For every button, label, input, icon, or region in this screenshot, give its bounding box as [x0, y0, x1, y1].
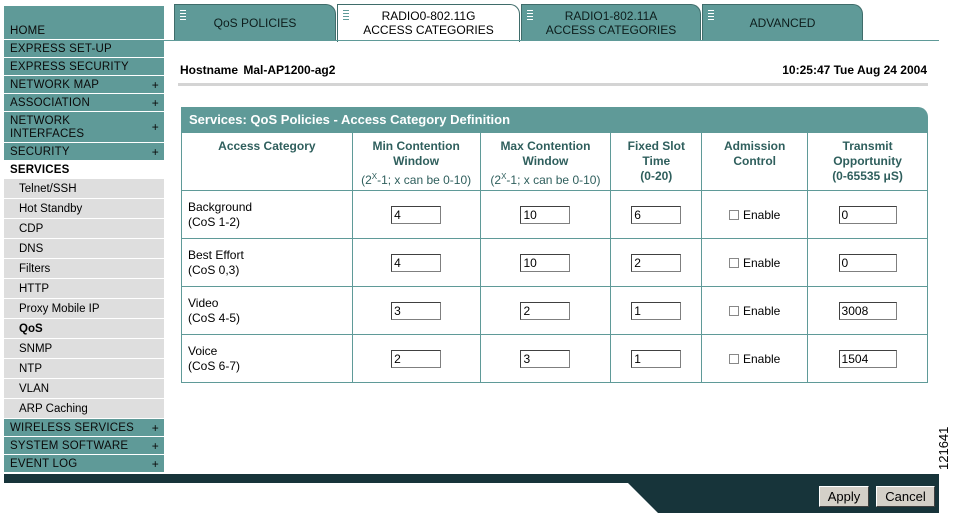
range-text: -1; x can be 0-10) [506, 173, 601, 187]
nav-label: HOME [10, 25, 46, 37]
nav-services[interactable] [4, 161, 164, 179]
nav-security[interactable] [4, 143, 164, 161]
expand-plus-icon[interactable]: + [151, 96, 159, 110]
txop-input[interactable] [839, 254, 897, 272]
nav-network-map[interactable] [4, 76, 164, 94]
max-cw-cell [480, 287, 611, 335]
col-label: Opportunity [833, 154, 902, 168]
admission-checkbox[interactable] [729, 258, 739, 268]
nav-sub-dns[interactable]: DNS [4, 239, 164, 259]
txop-input[interactable] [839, 350, 897, 368]
hostname-line [180, 63, 335, 77]
nav-sub-proxy-mobile-ip[interactable]: Proxy Mobile IP [4, 299, 164, 319]
fixed-slot-input[interactable] [631, 254, 681, 272]
txop-cell [808, 335, 928, 383]
fixed-slot-input[interactable] [631, 302, 681, 320]
category-cell [182, 239, 353, 287]
table-row [182, 191, 928, 239]
nav-label: WIRELESS SERVICES [10, 422, 134, 434]
table-row [182, 287, 928, 335]
fixed-slot-cell [611, 335, 702, 383]
datetime: 10:25:47 Tue Aug 24 2004 [782, 63, 927, 77]
nav-sub-cdp[interactable]: CDP [4, 219, 164, 239]
nav-label: SYSTEM SOFTWARE [10, 440, 129, 452]
access-category-table [181, 132, 928, 383]
col-label: Max Contention [500, 139, 591, 153]
expand-plus-icon[interactable]: + [151, 78, 159, 92]
panel-title: Services: QoS Policies - Access Category Definition [181, 107, 928, 132]
nav-label: EVENT LOG [10, 458, 78, 470]
tab-label-line2: ACCESS CATEGORIES [363, 23, 494, 37]
range-text: -1; x can be 0-10) [377, 173, 472, 187]
tab-label-line2: ACCESS CATEGORIES [545, 23, 677, 37]
tab-radio0-access-categories[interactable] [337, 4, 520, 42]
col-admission-control [702, 133, 808, 191]
nav-sub-qos[interactable]: QoS [4, 319, 164, 339]
nav-association[interactable] [4, 94, 164, 112]
max-cw-input[interactable] [520, 302, 570, 320]
nav-event-log[interactable] [4, 455, 164, 473]
nav-label: EXPRESS SECURITY [10, 61, 129, 73]
expand-plus-icon[interactable]: + [151, 145, 159, 159]
admission-cell [702, 191, 808, 239]
nav-sub-telnet-ssh[interactable]: Telnet/SSH [4, 179, 164, 199]
nav-sub-vlan[interactable]: VLAN [4, 379, 164, 399]
min-cw-input[interactable] [391, 206, 441, 224]
nav-express-security[interactable] [4, 58, 164, 76]
fixed-slot-cell [611, 239, 702, 287]
min-cw-input[interactable] [391, 302, 441, 320]
table-row [182, 335, 928, 383]
range-sup: X [371, 172, 378, 181]
txop-cell [808, 191, 928, 239]
hostname-value: Mal-AP1200-ag2 [243, 63, 336, 77]
footer-bar [4, 474, 939, 483]
nav-label: NETWORK MAP [10, 79, 100, 91]
min-cw-cell [352, 239, 480, 287]
enable-label: Enable [742, 303, 781, 318]
fixed-slot-cell [611, 191, 702, 239]
hostname-label: Hostname [180, 63, 239, 77]
category-cos: (CoS 6-7) [188, 358, 241, 373]
col-label: Transmit [842, 139, 893, 153]
col-range [361, 173, 471, 187]
figure-number: 121641 [936, 426, 951, 470]
nav-label: SECURITY [10, 146, 70, 158]
category-cos: (CoS 1-2) [188, 214, 241, 229]
enable-label: Enable [742, 207, 781, 222]
nav-sub-hot-standby[interactable]: Hot Standby [4, 199, 164, 219]
min-cw-cell [352, 191, 480, 239]
admission-cell [702, 287, 808, 335]
max-cw-cell [480, 335, 611, 383]
tab-grip-icon [343, 10, 349, 22]
category-cos: (CoS 0,3) [188, 262, 240, 277]
col-label: Min Contention [372, 139, 460, 153]
col-label: Admission [724, 139, 786, 153]
fixed-slot-cell [611, 287, 702, 335]
nav-label: EXPRESS SET-UP [10, 43, 112, 55]
col-fixed-slot [611, 133, 702, 191]
apply-button[interactable]: Apply [819, 486, 869, 507]
max-cw-input[interactable] [520, 350, 570, 368]
category-name: Background [188, 199, 253, 214]
range-text: (2 [361, 173, 372, 187]
txop-cell [808, 239, 928, 287]
tab-grip-icon [527, 10, 533, 22]
sidebar-header [4, 6, 164, 22]
category-name: Video [188, 295, 219, 310]
txop-input[interactable] [839, 206, 897, 224]
col-range: (0-65535 μS) [832, 169, 903, 183]
category-name: Best Effort [188, 247, 244, 262]
table-header-row [182, 133, 928, 191]
range-sup: X [501, 172, 507, 181]
nav-label: ASSOCIATION [10, 97, 90, 109]
nav-label: INTERFACES [10, 128, 85, 140]
col-label: Fixed Slot [627, 139, 685, 153]
tab-grip-icon [180, 10, 186, 22]
txop-input[interactable] [839, 302, 897, 320]
category-cell [182, 335, 353, 383]
fixed-slot-input[interactable] [631, 350, 681, 368]
tab-qos-policies[interactable] [174, 4, 336, 40]
nav-sub-snmp[interactable]: SNMP [4, 339, 164, 359]
tab-label-line1: RADIO1-802.11A [564, 9, 658, 23]
col-min-contention [352, 133, 480, 191]
tab-radio1-access-categories[interactable] [521, 4, 701, 40]
col-transmit-opportunity [808, 133, 928, 191]
tab-underline [164, 40, 939, 41]
min-cw-input[interactable] [391, 254, 441, 272]
col-label: Time [642, 154, 671, 168]
tab-label: ADVANCED [749, 16, 816, 30]
col-range: (0-20) [640, 169, 673, 183]
nav-sub-arp-caching[interactable]: ARP Caching [4, 399, 164, 419]
nav-express-setup[interactable] [4, 40, 164, 58]
nav-home[interactable] [4, 22, 164, 40]
nav-label: SERVICES [10, 164, 70, 176]
col-range [490, 173, 600, 187]
col-label: Control [733, 154, 776, 168]
expand-plus-icon[interactable]: + [151, 120, 159, 134]
admission-cell [702, 239, 808, 287]
nav-sub-ntp[interactable]: NTP [4, 359, 164, 379]
max-cw-cell [480, 191, 611, 239]
tab-grip-icon [708, 10, 714, 22]
header-divider [178, 83, 928, 86]
admission-checkbox[interactable] [729, 306, 739, 316]
nav-sub-http[interactable]: HTTP [4, 279, 164, 299]
nav-wireless-services[interactable] [4, 419, 164, 437]
admission-checkbox[interactable] [729, 354, 739, 364]
category-cell [182, 191, 353, 239]
admission-cell [702, 335, 808, 383]
col-label: Access Category [218, 139, 316, 153]
col-label: Window [522, 154, 569, 168]
cancel-button[interactable]: Cancel [876, 486, 935, 507]
enable-label: Enable [742, 255, 781, 270]
tab-label-line1: RADIO0-802.11G [381, 9, 476, 23]
nav-sub-filters[interactable]: Filters [4, 259, 164, 279]
fixed-slot-input[interactable] [631, 206, 681, 224]
min-cw-input[interactable] [391, 350, 441, 368]
col-access-category [182, 133, 353, 191]
sidebar-nav [4, 6, 164, 474]
col-label: Window [393, 154, 440, 168]
min-cw-cell [352, 287, 480, 335]
category-cos: (CoS 4-5) [188, 310, 241, 325]
table-row [182, 239, 928, 287]
expand-plus-icon[interactable]: + [151, 439, 159, 453]
min-cw-cell [352, 335, 480, 383]
tab-label: QoS POLICIES [213, 16, 297, 30]
enable-label: Enable [742, 351, 781, 366]
range-text: (2 [490, 173, 502, 187]
max-cw-cell [480, 239, 611, 287]
nav-system-software[interactable] [4, 437, 164, 455]
admission-checkbox[interactable] [729, 210, 739, 220]
nav-network-interfaces[interactable] [4, 112, 164, 143]
expand-plus-icon[interactable]: + [151, 457, 159, 471]
category-name: Voice [188, 343, 218, 358]
max-cw-input[interactable] [520, 254, 570, 272]
category-cell [182, 287, 353, 335]
nav-label: NETWORK [10, 115, 71, 127]
col-max-contention [480, 133, 611, 191]
expand-plus-icon[interactable]: + [151, 421, 159, 435]
tab-advanced[interactable] [702, 4, 863, 40]
max-cw-input[interactable] [520, 206, 570, 224]
txop-cell [808, 287, 928, 335]
